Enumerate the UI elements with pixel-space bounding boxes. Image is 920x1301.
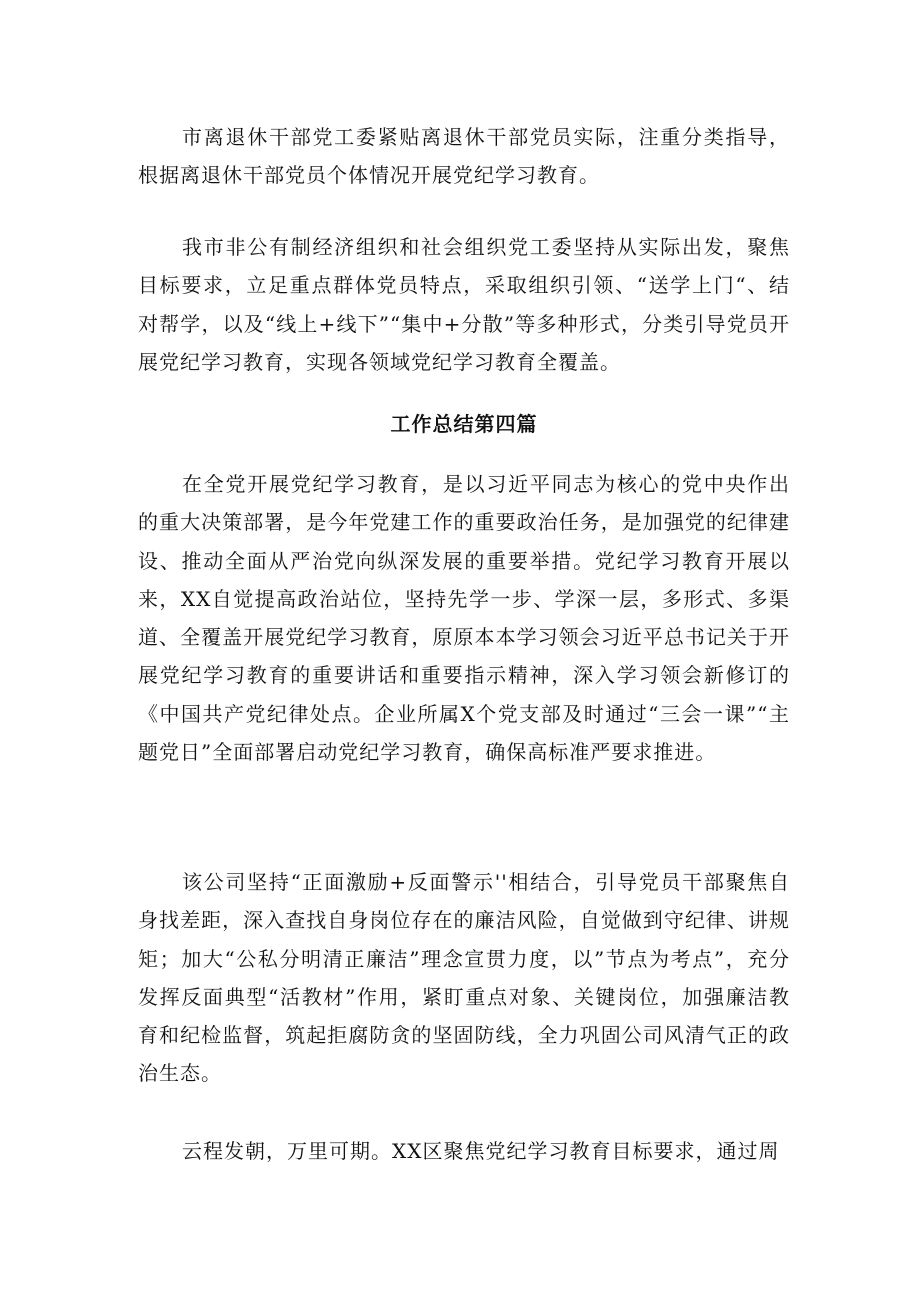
paragraph-party-discipline-education: 在全党开展党纪学习教育，是以习近平同志为核心的党中央作出的重大决策部署，是今年党建工作的重要政治任务，是加强党的纪律建设、推动全面从严治党向纵深发展的重要举措。党纪学习教育开展以来，XX自觉提高政治站位，坚持先学一步、学深一层，多形式、多渠道、全覆盖开展党纪学习教育，原原本本学习领会习近平总书记关于开展党纪学习教育的重要讲话和重要指示精神，深入学习领会新修订的《中国共产党纪律处点。企业所属X个党支部及时通过“三会一课”“主题党日”全面部署启动党纪学习教育，确保高标准严要求推进。 (138, 472, 790, 765)
paragraph-district-goals: 云程发朝，万里可期。XX区聚焦党纪学习教育目标要求，通过周 (182, 1139, 780, 1163)
paragraph-retired-cadres: 市离退休干部党工委紧贴离退休干部党员实际，注重分类指导，根据离退休干部党员个体情况开展党纪学习教育。 (138, 125, 790, 188)
paragraph-company-integrity: 该公司坚持“正面激励+反面警示''相结合，引导党员干部聚焦自身找差距，深入查找自身岗位存在的廉洁风险，自觉做到守纪律、讲规矩；加大“公私分明清正廉洁”理念宣贯力度，以”节点为考点”，充分发挥反面典型“活教材”作用，紧盯重点对象、关键岗位，加强廉洁教育和纪检监督，筑起拒腐防贪的坚固防线，全力巩固公司风清气正的政治生态。 (138, 870, 790, 1086)
section-heading: 工作总结第四篇 (390, 412, 538, 436)
paragraph-non-public-organizations: 我市非公有制经济组织和社会组织党工委坚持从实际出发，聚焦目标要求，立足重点群体党员特点，采取组织引领、“送学上门“、结对帮学，以及“线上+线下”“集中+分散”等多种形式，分类引导党员开展党纪学习教育，实现各领域党纪学习教育全覆盖。 (138, 235, 790, 374)
